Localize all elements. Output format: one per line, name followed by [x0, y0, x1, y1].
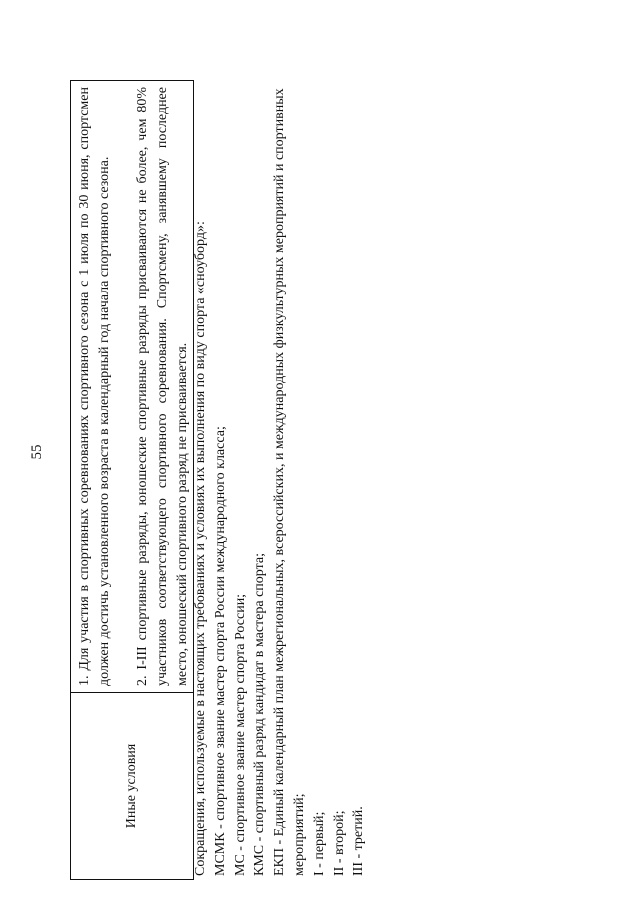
abbreviation-line: ЕКП - Единый календарный план межрегиональных, всероссийских, и международных физкультурных мероприятий и спортивных мероприятий;	[272, 88, 307, 876]
rotated-page-content	[70, 80, 390, 880]
abbreviation-line: III - третий.	[351, 806, 367, 876]
conditions-table	[70, 80, 194, 880]
conditions-content-cell	[71, 81, 194, 693]
conditions-label-cell	[71, 693, 194, 880]
abbreviation-line: МС - спортивное звание мастер спорта России;	[232, 593, 248, 876]
condition-item-1: 1. Для участия в спортивных соревнованиях спортивного сезона с 1 июля по 30 июня, спортсмен должен достичь установленного возраста в календарный год начала спортивного сезона.	[77, 87, 112, 686]
abbreviations-intro: Сокращения, используемые в настоящих требованиях и условиях их выполнения по виду спорта «сноуборд»:	[193, 221, 208, 876]
abbreviations-section	[191, 80, 369, 876]
abbreviation-line: МСМК - спортивное звание мастер спорта России международного класса;	[212, 426, 228, 876]
table-row	[71, 81, 194, 880]
page-number: 55	[29, 444, 45, 460]
abbreviation-line: КМС - спортивный разряд кандидат в мастера спорта;	[252, 553, 268, 876]
abbreviation-line: I - первый;	[311, 811, 327, 876]
abbreviation-line: II - второй;	[331, 810, 347, 876]
conditions-label: Иные условия	[124, 743, 139, 829]
condition-item-2: 2. I-III спортивные разряды, юношеские спортивные разряды присваиваются не более, чем 80% участников соответствующего спортивного соревнования. Спортсмену, занявшему последнее место, юношеский спортивного разряд не присваивается.	[135, 87, 190, 686]
